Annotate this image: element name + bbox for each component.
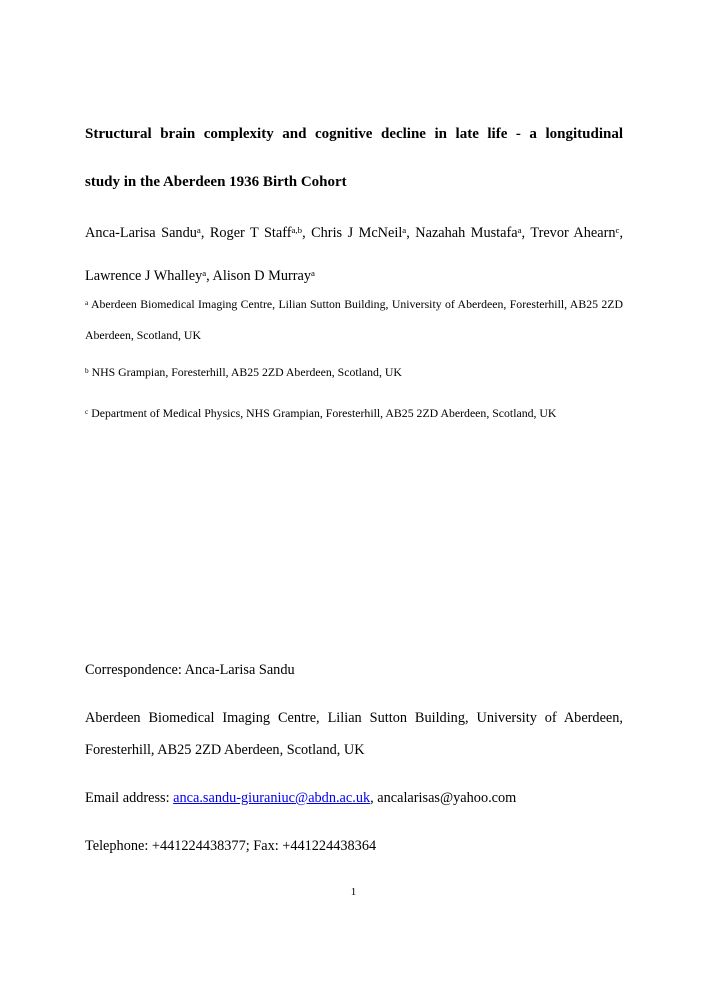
telephone-line <box>85 837 623 856</box>
email-line <box>85 789 623 808</box>
correspondence-line: Correspondence: Anca-Larisa Sandu <box>85 662 295 678</box>
affiliation-b <box>85 364 623 381</box>
email-label: Email address: <box>85 790 174 806</box>
email-link[interactable]: anca.sandu-giuraniuc@abdn.ac.uk <box>173 790 371 806</box>
title-line-2: study in the Aberdeen 1936 Birth Cohort <box>85 174 347 190</box>
title-line-1: Structural brain complexity and cognitive decline in late life - a longitudinal <box>85 126 623 142</box>
correspondence-contact <box>85 661 623 680</box>
affiliation-c <box>85 405 623 422</box>
affiliation-c-line: $^c$ Department of Medical Physics, NHS Grampian, Foresterhill, AB25 2ZD Aberdeen, Scotland, UK <box>85 406 557 420</box>
author-list <box>85 224 623 286</box>
authors-line-1: Anca-Larisa Sandu$^a$, Roger T Staff$^{a,b}$, Chris J McNeil$^a$, Nazahah Mustafa$^a$, Trevor Ahearn$^c$, <box>85 225 624 241</box>
affiliation-a <box>85 296 623 344</box>
address-line-1: Aberdeen Biomedical Imaging Centre, Lilian Sutton Building, University of Aberdeen, <box>85 710 623 726</box>
email-secondary: , ancalarisas@yahoo.com <box>370 790 517 806</box>
affiliation-a-line-1: $^a$ Aberdeen Biomedical Imaging Centre, Lilian Sutton Building, University of Aberdeen, Foresterhill, AB25 2ZD <box>85 297 623 311</box>
telephone-text: Telephone: +441224438377; Fax: +441224438364 <box>85 838 377 854</box>
page-number: 1 <box>350 886 357 898</box>
affiliation-b-line: $^b$ NHS Grampian, Foresterhill, AB25 2ZD Aberdeen, Scotland, UK <box>85 365 402 379</box>
correspondence-address <box>85 709 623 760</box>
paper-title <box>85 124 623 192</box>
affiliation-a-line-2: Aberdeen, Scotland, UK <box>85 328 201 342</box>
address-line-2: Foresterhill, AB25 2ZD Aberdeen, Scotland, UK <box>85 742 365 758</box>
authors-line-2: Lawrence J Whalley$^a$, Alison D Murray$^a$ <box>85 268 315 284</box>
